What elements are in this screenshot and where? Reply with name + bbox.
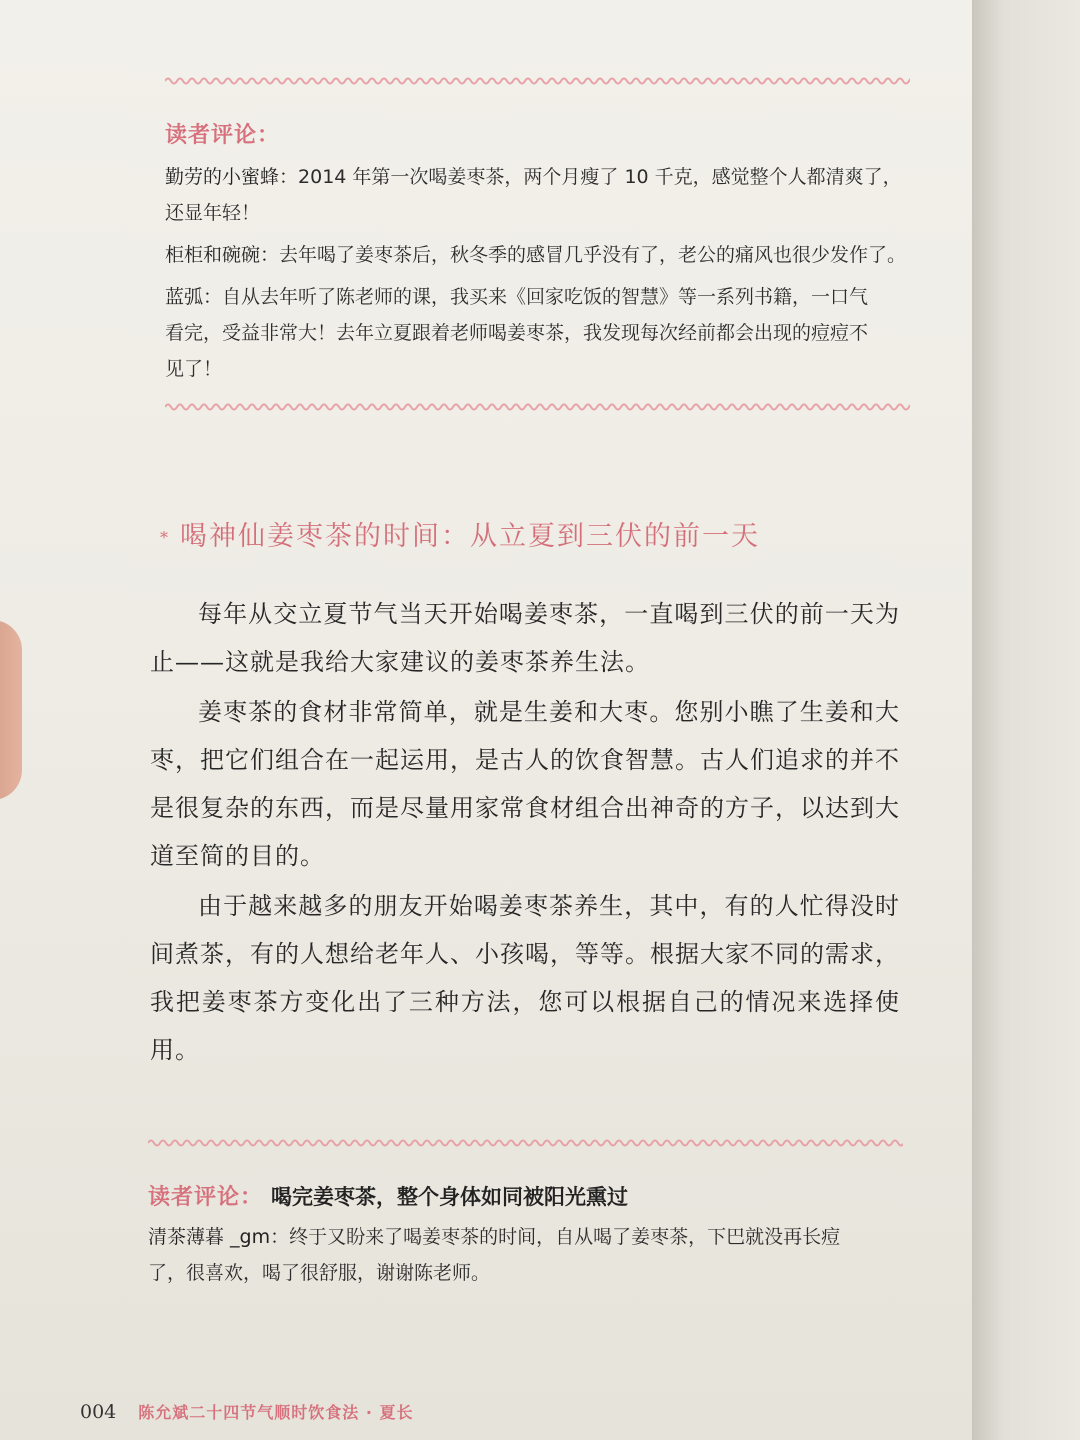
comment-text: 终于又盼来了喝姜枣茶的时间，自从喝了姜枣茶，下巴就没再长痘 — [289, 1226, 841, 1248]
comment-author: 柜柜和碗碗： — [165, 244, 280, 266]
comment-entry-1-cont: 还显年轻！ — [165, 202, 261, 224]
heading-text: 喝神仙姜枣茶的时间：从立夏到三伏的前一天 — [180, 521, 760, 552]
comment-entry-3-cont: 见了！ — [165, 358, 223, 380]
comment-title: 喝完姜枣茶，整个身体如同被阳光熏过 — [271, 1185, 629, 1209]
paragraph: 姜枣茶的食材非常简单，就是生姜和大枣。您别小瞧了生姜和大枣，把它们组合在一起运用，是古人的饮食智慧。古人们追求的并不是很复杂的东西，而是尽量用家常食材组合出神奇的方子，以达到大道至简的目的。 — [150, 698, 900, 870]
page-edge-shadow — [972, 0, 1080, 1440]
wavy-divider-bottom — [148, 1136, 903, 1150]
thumb — [0, 620, 22, 800]
reader-comment-box-2 — [148, 1180, 903, 1291]
wavy-divider-mid — [165, 400, 910, 414]
running-title: 陈允斌二十四节气顺时饮食法 · 夏长 — [138, 1403, 414, 1422]
comment-entry-1 — [165, 159, 915, 195]
comment-entry-3-cont: 看完，受益非常大！去年立夏跟着老师喝姜枣茶，我发现每次经前都会出现的痘痘不 — [165, 322, 869, 344]
comment-entry-cont: 了，很喜欢，喝了很舒服，谢谢陈老师。 — [148, 1262, 491, 1284]
comment-label: 读者评论： — [165, 123, 281, 148]
paragraph: 由于越来越多的朋友开始喝姜枣茶养生，其中，有的人忙得没时间煮茶，有的人想给老年人、小孩喝，等等。根据大家不同的需求，我把姜枣茶方变化出了三种方法，您可以根据自己的情况来选择使用。 — [150, 892, 900, 1064]
comment-text: 2014 年第一次喝姜枣茶，两个月瘦了 10 千克，感觉整个人都清爽了， — [298, 166, 902, 188]
reader-comment-box-1 — [165, 118, 915, 387]
comment-entry-3 — [165, 279, 915, 315]
comment-author: 蓝弧： — [165, 286, 223, 308]
comment-entry-2 — [165, 237, 915, 273]
paragraph: 每年从交立夏节气当天开始喝姜枣茶，一直喝到三伏的前一天为止——这就是我给大家建议的姜枣茶养生法。 — [150, 600, 900, 676]
section-heading — [160, 514, 760, 553]
comment-text: 去年喝了姜枣茶后，秋冬季的感冒几乎没有了，老公的痛风也很少发作了。 — [279, 244, 907, 266]
comment-author: 勤劳的小蜜蜂： — [165, 166, 299, 188]
comment-author: 清茶薄暮 _gm： — [148, 1226, 290, 1248]
heading-bullet: * — [160, 528, 170, 547]
page-footer — [80, 1400, 414, 1423]
comment-label: 读者评论： — [148, 1185, 264, 1210]
body-text — [150, 590, 900, 1076]
page-number: 004 — [80, 1401, 117, 1423]
comment-text: 自从去年听了陈老师的课，我买来《回家吃饭的智慧》等一系列书籍，一口气 — [222, 286, 869, 308]
comment-header — [148, 1180, 903, 1211]
wavy-divider-top — [165, 74, 910, 88]
comment-entry — [148, 1219, 903, 1255]
